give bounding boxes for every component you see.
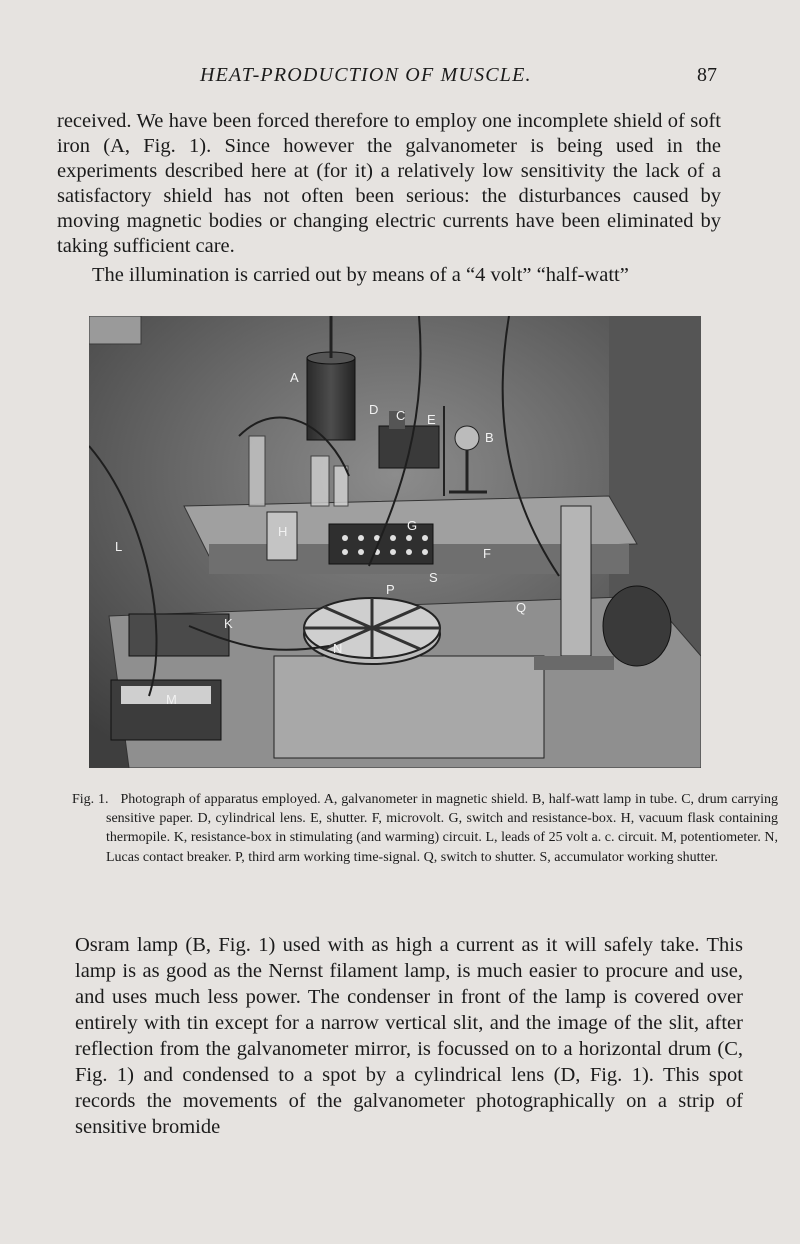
figure-label-d: D bbox=[369, 402, 379, 417]
figure-caption-text: Photograph of apparatus employed. A, galvanometer in magnetic shield. B, half-watt lamp in tube. C, drum carrying sensitive paper. D, cylindrical lens. E, shutter. F, microvolt. G, switch and resistance-box. H, vacuum flask containing thermopile. K, resistance-box in stimulating (and warming) circuit. L, leads of 25 volt a. c. circuit. M, potentiometer. N, Lucas contact breaker. P, third arm working time-signal. Q, switch to shutter. S, accumulator working shutter. bbox=[106, 792, 778, 865]
figure-label-a: A bbox=[290, 370, 299, 385]
running-header-title: HEAT-PRODUCTION OF MUSCLE. bbox=[200, 64, 532, 86]
figure-label-m: M bbox=[166, 692, 177, 707]
figure-label-f: F bbox=[483, 546, 491, 561]
figure-caption-label: Fig. 1. bbox=[72, 792, 109, 807]
figure-label-g: G bbox=[407, 518, 418, 533]
body-paragraph-illumination: The illumination is carried out by means of a “4 volt” “half-watt” bbox=[92, 264, 629, 286]
figure-label-h: H bbox=[278, 524, 288, 539]
figure-label-k: K bbox=[224, 616, 233, 631]
body-paragraph-bottom: Osram lamp (B, Fig. 1) used with as high a current as it will safely take. This lamp is as good as the Nernst filament lamp, is much easier to procure and use, and uses much less power. The condenser in front of the lamp is covered over entirely with tin except for a narrow vertical slit, and the image of the slit, after reflection from the galvanometer mirror, is focussed on to a horizontal drum (C, Fig. 1) and condensed to a spot by a cylindrical lens (D, Fig. 1). This spot records the movements of the galvanometer photographically on a strip of sensitive bromide bbox=[75, 934, 743, 1138]
apparatus-photograph bbox=[89, 316, 701, 768]
figure-label-l: L bbox=[115, 539, 123, 554]
figure-caption bbox=[72, 790, 778, 867]
figure-label-n: N bbox=[333, 641, 343, 656]
body-paragraph-top: received. We have been forced therefore to employ one incomplete shield of soft iron (A, Fig. 1). Since however the galvanometer is being used in the experiments described here at (for it) a relatively low sensitivity the lack of a satisfactory shield has not often been serious: the disturbances caused by moving magnetic bodies or changing electric currents have been eliminated by taking sufficient care. bbox=[57, 110, 721, 257]
figure-label-b: B bbox=[485, 430, 494, 445]
figure-label-c: C bbox=[396, 408, 406, 423]
figure-label-p: P bbox=[386, 582, 395, 597]
figure-label-e: E bbox=[427, 412, 436, 427]
figure-label-q: Q bbox=[516, 600, 527, 615]
figure-label-s: S bbox=[429, 570, 438, 585]
page-number: 87 bbox=[697, 64, 717, 86]
